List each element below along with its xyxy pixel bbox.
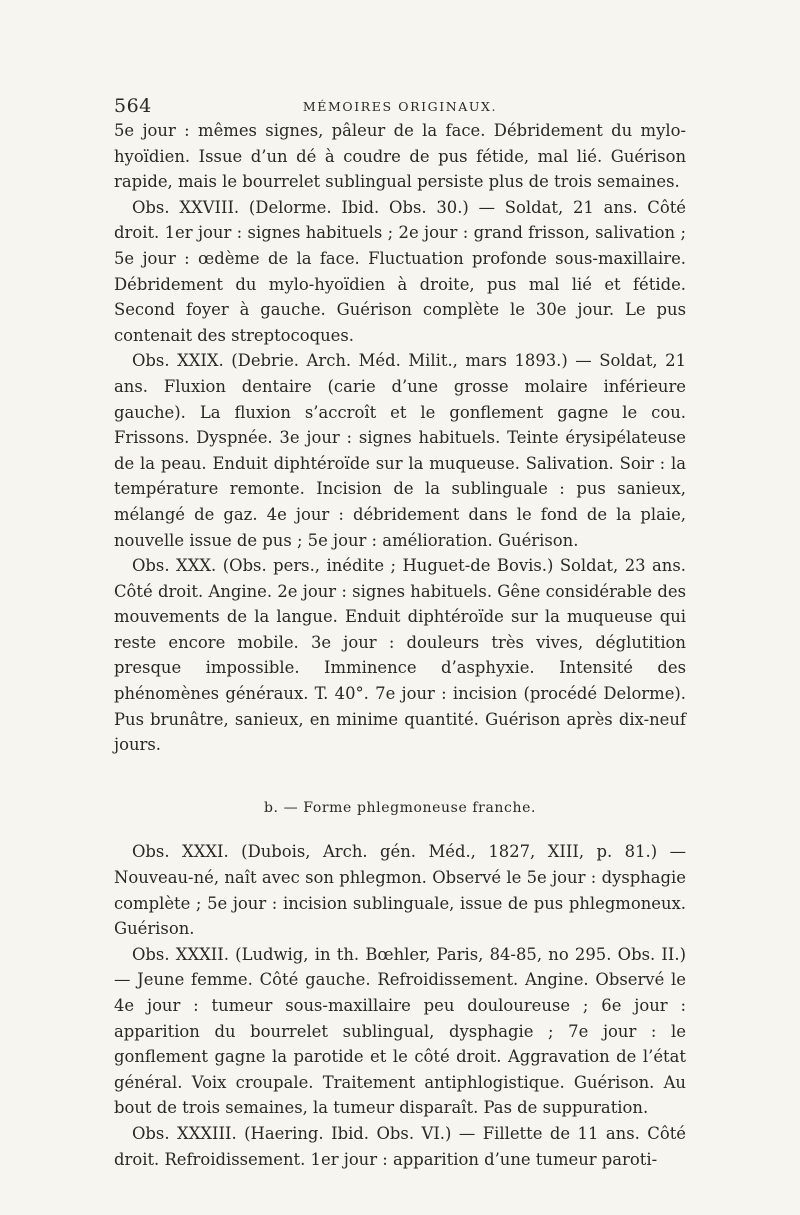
- body-text: [114, 118, 686, 1172]
- running-title: MÉMOIRES ORIGINAUX.: [302, 99, 498, 114]
- paragraph-obs-32: Obs. XXXII. (Ludwig, in th. Bœhler, Paris, 84-85, no 295. Obs. II.) — Jeune femme. Côté gauche. Refroidissement. Angine. Observé le 4e jour : tumeur sous-maxillaire peu douloureuse ; 6e jour : apparition du bourrelet sublingual, dysphagie ; 7e jour : le gonflement gagne la parotide et le côté droit. Aggravation de l’état général. Voix croupale. Traitement antiphlogistique. Guérison. Au bout de trois semaines, la tumeur disparaît. Pas de suppuration.: [114, 944, 686, 1118]
- paragraph-obs-29: Obs. XXIX. (Debrie. Arch. Méd. Milit., mars 1893.) — Soldat, 21 ans. Fluxion dentaire (carie d’une grosse molaire inférieure gauche). La fluxion s’accroît et le gonflement gagne le cou. Frissons. Dyspnée. 3e jour : signes habituels. Teinte érysipélateuse de la peau. Enduit diphtéroïde sur la muqueuse. Salivation. Soir : la température remonte. Incision de la sublinguale : pus sanieux, mélangé de gaz. 4e jour : débridement dans le fond de la plaie, nouvelle issue de pus ; 5e jour : amélioration. Guérison.: [114, 351, 686, 550]
- section-heading: b. — Forme phlegmoneuse franche.: [263, 799, 537, 816]
- page-number: 564: [114, 95, 152, 117]
- paragraph-obs-27-end: 5e jour : mêmes signes, pâleur de la face. Débridement du mylo-hyoïdien. Issue d’un dé à coudre de pus fétide, mal lié. Guérison rapide, mais le bourrelet sublingual persiste plus de trois semaines.: [114, 121, 686, 192]
- paragraph-obs-33: Obs. XXXIII. (Haering. Ibid. Obs. VI.) — Fillette de 11 ans. Côté droit. Refroidissement. 1er jour : apparition d’une tumeur paroti-: [114, 1123, 686, 1169]
- paragraph-obs-30: Obs. XXX. (Obs. pers., inédite ; Huguet-de Bovis.) Soldat, 23 ans. Côté droit. Angine. 2e jour : signes habituels. Gêne considérable des mouvements de la langue. Enduit diphtéroïde sur la muqueuse qui reste encore mobile. 3e jour : douleurs très vives, déglutition presque impossible. Imminence d’asphyxie. Intensité des phénomènes généraux. T. 40°. 7e jour : incision (procédé Delorme). Pus brunâtre, sanieux, en minime quantité. Guérison après dix-neuf jours.: [114, 556, 686, 755]
- paragraph-obs-28: Obs. XXVIII. (Delorme. Ibid. Obs. 30.) — Soldat, 21 ans. Côté droit. 1er jour : signes habituels ; 2e jour : grand frisson, salivation ; 5e jour : œdème de la face. Fluctuation profonde sous-maxillaire. Débridement du mylo-hyoïdien à droite, pus mal lié et fétide. Second foyer à gauche. Guérison complète le 30e jour. Le pus contenait des streptocoques.: [114, 197, 686, 345]
- paragraph-obs-31: Obs. XXXI. (Dubois, Arch. gén. Méd., 1827, XIII, p. 81.) — Nouveau-né, naît avec son phlegmon. Observé le 5e jour : dysphagie complète ; 5e jour : incision sublinguale, issue de pus phlegmoneux. Guérison.: [114, 842, 686, 939]
